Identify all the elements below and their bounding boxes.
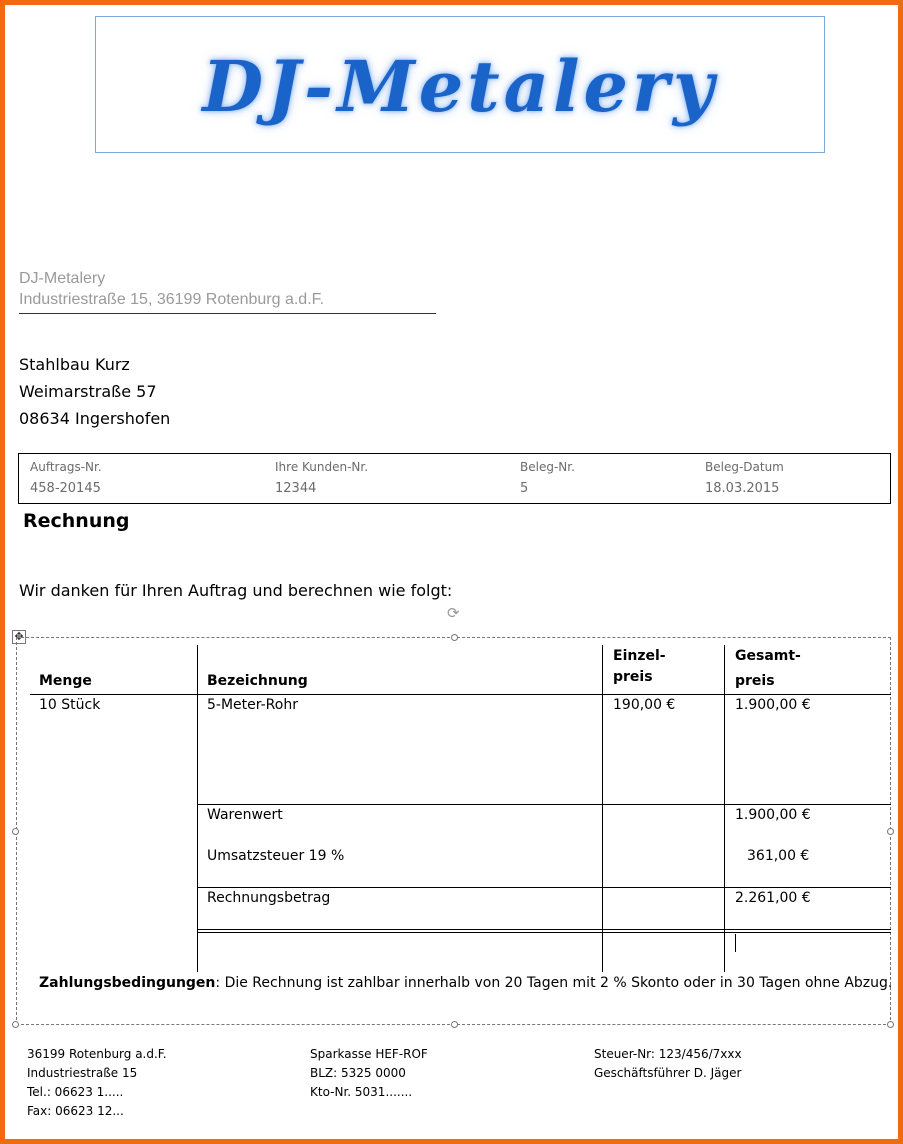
sender-address-line bbox=[19, 268, 436, 314]
footer-line: Industriestraße 15 bbox=[27, 1066, 138, 1080]
recipient-line: Stahlbau Kurz bbox=[19, 355, 130, 374]
sender-street: Industriestraße 15, 36199 Rotenburg a.d.F. bbox=[19, 291, 325, 308]
table-column-divider bbox=[197, 645, 198, 972]
table-row-rule bbox=[197, 929, 891, 930]
resize-handle[interactable] bbox=[12, 1021, 19, 1028]
invoice-total-label: Rechnungsbetrag bbox=[207, 890, 331, 906]
meta-order-number bbox=[30, 458, 102, 501]
meta-document-date bbox=[705, 458, 784, 501]
meta-label: Beleg-Nr. bbox=[520, 460, 575, 474]
company-logo: DJ-Metalery bbox=[202, 45, 718, 128]
tax-label: Umsatzsteuer 19 % bbox=[207, 848, 345, 864]
footer-line: Tel.: 06623 1..... bbox=[27, 1085, 124, 1099]
column-header-einzelpreis: Einzel- bbox=[613, 648, 666, 664]
invoice-table-frame[interactable] bbox=[16, 637, 891, 1025]
recipient-address bbox=[19, 351, 170, 432]
payment-terms bbox=[39, 975, 892, 991]
item-quantity: 10 Stück bbox=[39, 697, 101, 713]
payment-terms-label: Zahlungsbedingungen bbox=[39, 975, 216, 991]
meta-label: Auftrags-Nr. bbox=[30, 460, 102, 474]
footer-bank bbox=[310, 1045, 428, 1102]
warenwert-value: 1.900,00 € bbox=[735, 807, 811, 823]
table-column-divider bbox=[602, 645, 603, 972]
resize-handle[interactable] bbox=[887, 828, 894, 835]
column-header-gesamtpreis: Gesamt- bbox=[735, 648, 801, 664]
intro-text: Wir danken für Ihren Auftrag und berechnen wie folgt: bbox=[19, 581, 453, 600]
column-header-bezeichnung: Bezeichnung bbox=[207, 673, 308, 689]
meta-value: 12344 bbox=[275, 481, 317, 496]
table-move-handle-icon[interactable]: ✥ bbox=[12, 630, 26, 644]
column-header-menge: Menge bbox=[39, 673, 92, 689]
invoice-meta-box bbox=[18, 453, 891, 504]
item-total-price: 1.900,00 € bbox=[735, 697, 811, 713]
table-column-divider bbox=[724, 645, 725, 972]
footer-line: Sparkasse HEF-ROF bbox=[310, 1047, 428, 1061]
meta-customer-number bbox=[275, 458, 368, 501]
column-header-gesamtpreis: preis bbox=[735, 673, 775, 689]
invoice-total-value: 2.261,00 € bbox=[735, 890, 811, 906]
resize-handle[interactable] bbox=[887, 1021, 894, 1028]
resize-handle[interactable] bbox=[12, 828, 19, 835]
meta-value: 458-20145 bbox=[30, 481, 101, 496]
meta-value: 18.03.2015 bbox=[705, 481, 780, 496]
footer-line: Kto-Nr. 5031....... bbox=[310, 1085, 413, 1099]
warenwert-label: Warenwert bbox=[207, 807, 283, 823]
recipient-line: Weimarstraße 57 bbox=[19, 382, 157, 401]
meta-label: Ihre Kunden-Nr. bbox=[275, 460, 369, 474]
table-row-rule bbox=[197, 932, 891, 933]
payment-terms-text: : Die Rechnung ist zahlbar innerhalb von 20 Tagen mit 2 % Skonto oder in 30 Tagen ohne Abzug. bbox=[215, 975, 893, 991]
footer-line: 36199 Rotenburg a.d.F. bbox=[27, 1047, 167, 1061]
item-unit-price: 190,00 € bbox=[613, 697, 676, 713]
sender-name: DJ-Metalery bbox=[19, 270, 106, 287]
footer-line: Geschäftsführer D. Jäger bbox=[594, 1066, 742, 1080]
footer-line: Fax: 06623 12... bbox=[27, 1104, 124, 1118]
meta-document-number bbox=[520, 458, 575, 501]
resize-handle[interactable] bbox=[451, 1021, 458, 1028]
item-description: 5-Meter-Rohr bbox=[207, 697, 298, 713]
text-cursor bbox=[735, 934, 736, 952]
recipient-line: 08634 Ingershofen bbox=[19, 409, 171, 428]
footer-line: BLZ: 5325 0000 bbox=[310, 1066, 406, 1080]
footer-address bbox=[27, 1045, 167, 1121]
meta-label: Beleg-Datum bbox=[705, 460, 784, 474]
rotate-handle-icon[interactable]: ⟳ bbox=[447, 604, 460, 622]
footer-line: Steuer-Nr: 123/456/7xxx bbox=[594, 1047, 742, 1061]
meta-value: 5 bbox=[520, 481, 529, 496]
column-header-einzelpreis: preis bbox=[613, 669, 653, 685]
tax-value: 361,00 € bbox=[747, 848, 810, 864]
table-row-rule bbox=[197, 887, 891, 888]
footer-tax bbox=[594, 1045, 742, 1083]
table-header-rule bbox=[30, 694, 891, 695]
page-title: Rechnung bbox=[23, 510, 130, 532]
table-row-rule bbox=[197, 804, 891, 805]
resize-handle[interactable] bbox=[451, 634, 458, 641]
logo-frame bbox=[95, 16, 825, 153]
